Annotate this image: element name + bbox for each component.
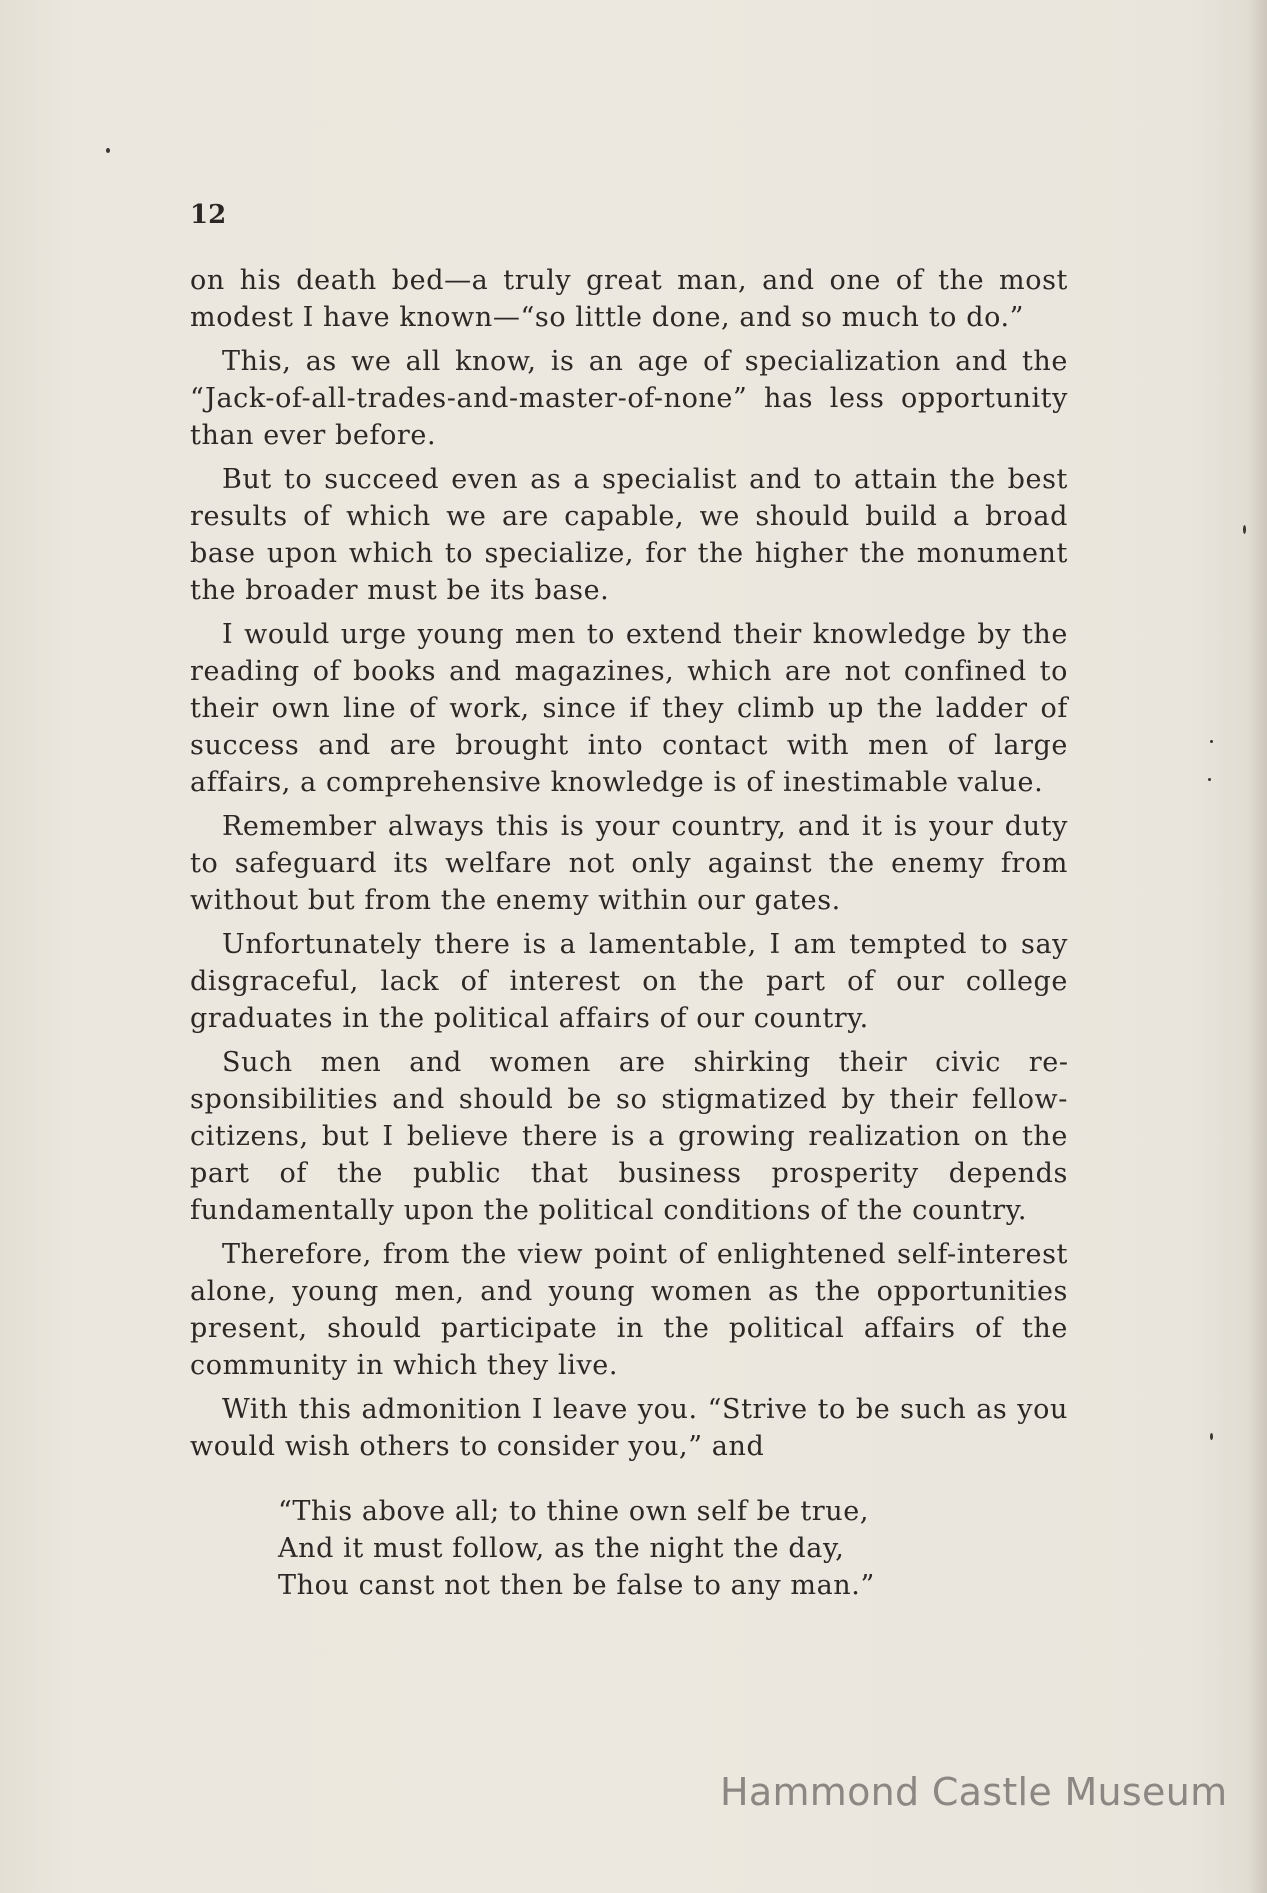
paragraph: Such men and women are shirking their civic responsibilities and should be so stigmatized by their fellow-citizens, but I believe there is a growing realization on the part of the public that business prosperity depends fundamentally upon the political conditions of the country.: [190, 1047, 1068, 1226]
paragraph: on his death bed—a truly great man, and one of the most modest I have known—“so little done, and so much to do.”: [190, 265, 1068, 333]
museum-watermark: Hammond Castle Museum: [720, 1770, 1228, 1814]
ink-speck: [106, 148, 110, 153]
verse-quote: [278, 1493, 1068, 1604]
paragraph: But to succeed even as a specialist and to attain the best results of which we are capable, we should build a broad base upon which to specialize, for the higher the monument the broader must be its base.: [190, 464, 1068, 606]
verse-line: Thou canst not then be false to any man.”: [278, 1570, 875, 1601]
ink-speck: [1210, 1433, 1213, 1440]
paragraph: With this admonition I leave you. “Strive to be such as you would wish others to consider you,” and: [190, 1394, 1068, 1462]
paragraph: Therefore, from the view point of enlightened self-interest alone, young men, and young women as the opportunities present, should participate in the political affairs of the community in which they live.: [190, 1239, 1068, 1381]
ink-speck: [1243, 525, 1246, 534]
paragraph: Remember always this is your country, and it is your duty to safeguard its welfare not only against the enemy from without but from the enemy within our gates.: [190, 811, 1068, 916]
page-edge-shadow: [1249, 0, 1267, 1893]
body-text: [190, 262, 1068, 1604]
verse-line: And it must follow, as the night the day,: [278, 1533, 845, 1564]
paragraph: I would urge young men to extend their knowledge by the reading of books and magazines, which are not confined to their own line of work, since if they climb up the ladder of success and are brought into contact with men of large affairs, a comprehensive knowledge is of inestimable value.: [190, 619, 1068, 798]
page-number: 12: [190, 200, 227, 230]
ink-speck: [1208, 778, 1211, 781]
paragraph: This, as we all know, is an age of specialization and the “Jack-of-all-trades-and-master-of-none” has less opportunity than ever before.: [190, 346, 1068, 451]
ink-speck: [1210, 740, 1213, 743]
verse-line: “This above all; to thine own self be true,: [278, 1496, 870, 1527]
paragraph: Unfortunately there is a lamentable, I am tempted to say disgraceful, lack of interest on the part of our college graduates in the political affairs of our country.: [190, 929, 1068, 1034]
